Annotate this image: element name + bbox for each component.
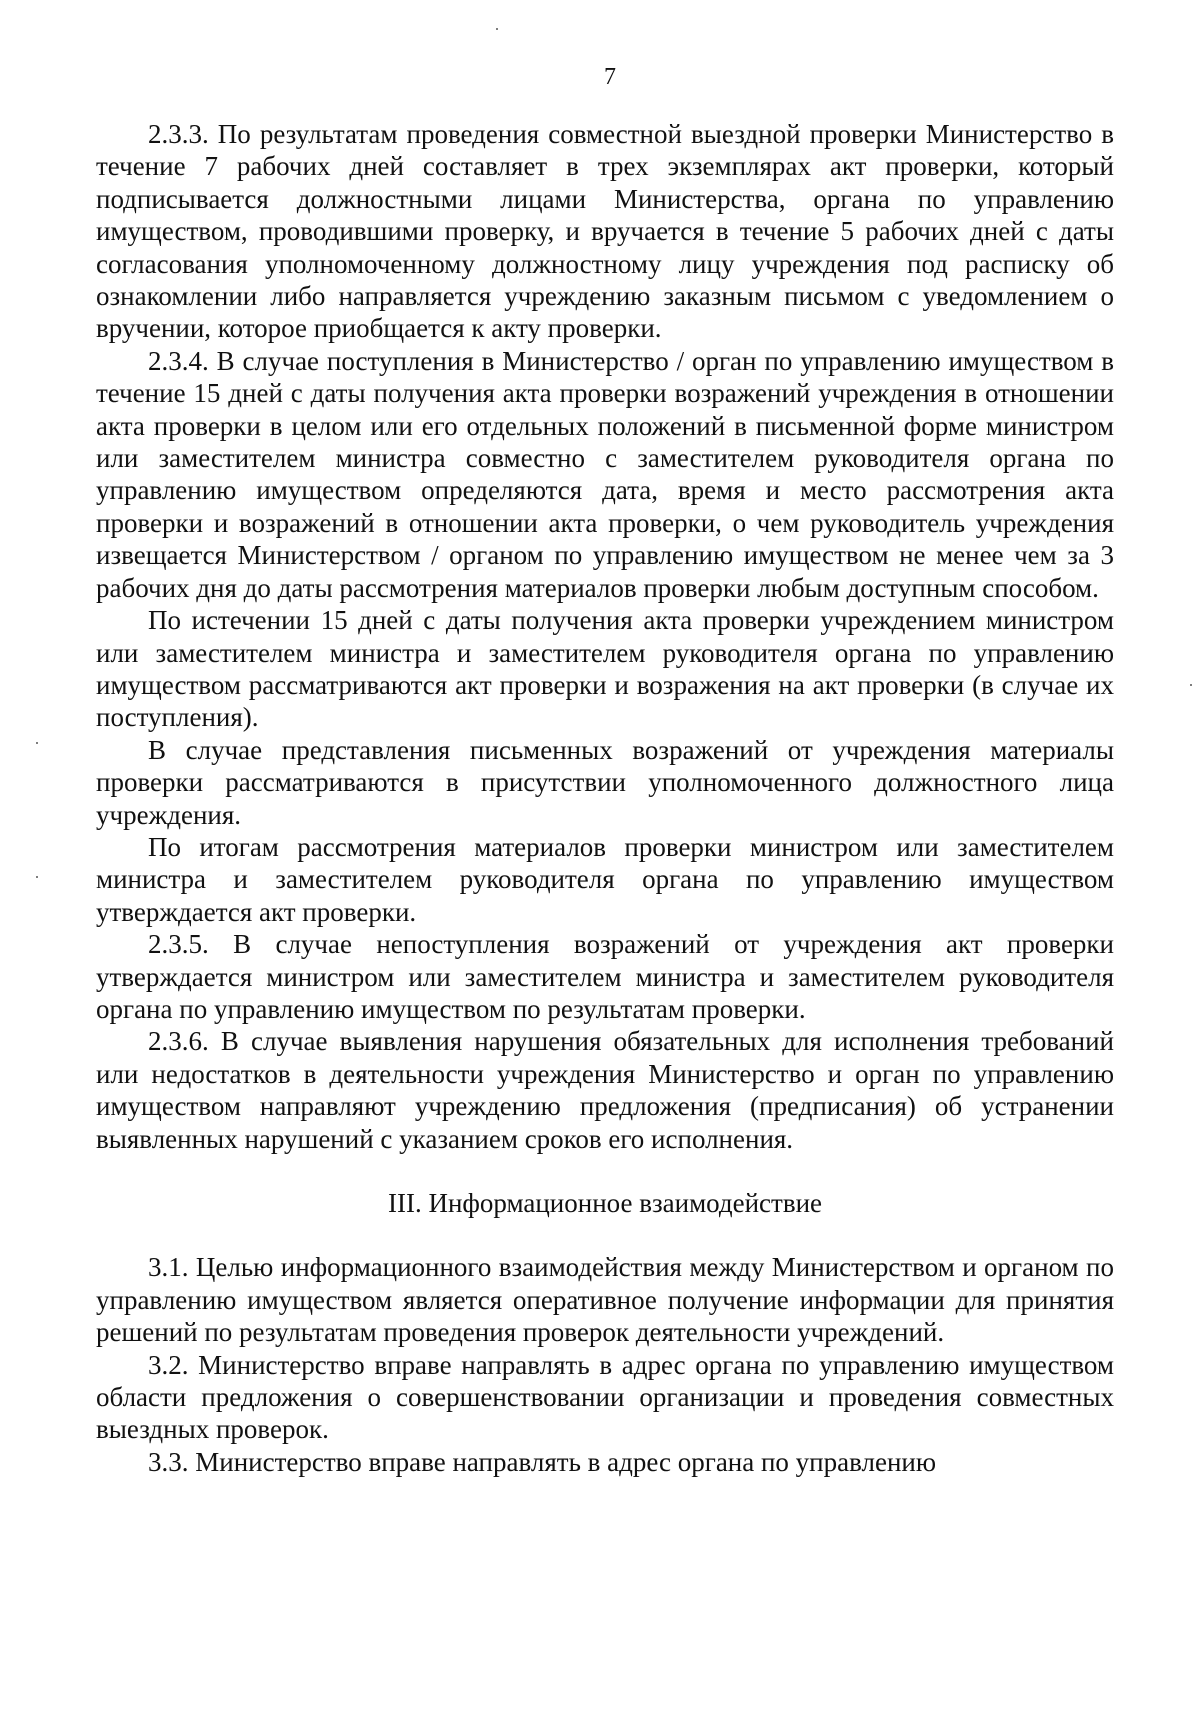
scan-speck bbox=[36, 876, 38, 878]
paragraph-2-3-3: 2.3.3. По результатам проведения совместной выездной проверки Министерство в течение 7 рабочих дней составляет в трех экземплярах акт проверки, который подписывается должностными лицами Министерства, органа по управлению имуществом, проводившими проверку, и вручается в течение 5 рабочих дней с даты согласования уполномоченному должностному лицу учреждения под расписку об ознакомлении либо направляется учреждению заказным письмом с уведомлением о вручении, которое приобщается к акту проверки. bbox=[96, 119, 1114, 344]
section-heading: III. Информационное взаимодействие bbox=[387, 1188, 823, 1218]
paragraph-review-results: По итогам рассмотрения материалов проверки министром или заместителем министра и заместителем руководителя органа по управлению имуществом утверждается акт проверки. bbox=[96, 831, 1114, 927]
paragraph-3-2: 3.2. Министерство вправе направлять в адрес органа по управлению имуществом области предложения о совершенствовании организации и проведения совместных выездных проверок. bbox=[96, 1349, 1114, 1445]
paragraph-2-3-5: 2.3.5. В случае непоступления возражений от учреждения акт проверки утверждается министром или заместителем министра и заместителем руководителя органа по управлению имуществом по результатам проверки. bbox=[96, 929, 1114, 1024]
scan-speck bbox=[36, 742, 38, 744]
paragraph-expiry: По истечении 15 дней с даты получения акта проверки учреждением министром или заместителем министра и заместителем руководителя органа по управлению имуществом рассматриваются акт проверки и возражения на акт проверки (в случае их поступления). bbox=[96, 605, 1114, 733]
document-body bbox=[96, 118, 1114, 1478]
scan-speck bbox=[496, 28, 498, 30]
paragraph-2-3-6: 2.3.6. В случае выявления нарушения обязательных для исполнения требований или недостатков в деятельности учреждения Министерство и орган по управлению имуществом направляют учреждению предложения (предписания) об устранении выявленных нарушений с указанием сроков его исполнения. bbox=[96, 1026, 1114, 1154]
scan-speck bbox=[1190, 684, 1192, 686]
page-number: 7 bbox=[604, 64, 616, 90]
paragraph-2-3-4: 2.3.4. В случае поступления в Министерство / орган по управлению имуществом в течение 15 дней с даты получения акта проверки возражений учреждения в отношении акта проверки в целом или его отдельных положений в письменной форме министром или заместителем министра совместно с заместителем руководителя органа по управлению имуществом определяются дата, время и место рассмотрения акта проверки и возражений в отношении акта проверки, о чем руководитель учреждения извещается Министерством / органом по управлению имуществом не менее чем за 3 рабочих дня до даты рассмотрения материалов проверки любым доступным способом. bbox=[96, 345, 1114, 603]
paragraph-3-3: 3.3. Министерство вправе направлять в адрес органа по управлению bbox=[148, 1446, 937, 1477]
paragraph-3-1: 3.1. Целью информационного взаимодействия между Министерством и органом по управлению имуществом является оперативное получение информации для принятия решений по результатам проведения проверок деятельности учреждений. bbox=[96, 1252, 1114, 1348]
paragraph-objections: В случае представления письменных возражений от учреждения материалы проверки рассматриваются в присутствии уполномоченного должностного лица учреждения. bbox=[96, 734, 1114, 830]
